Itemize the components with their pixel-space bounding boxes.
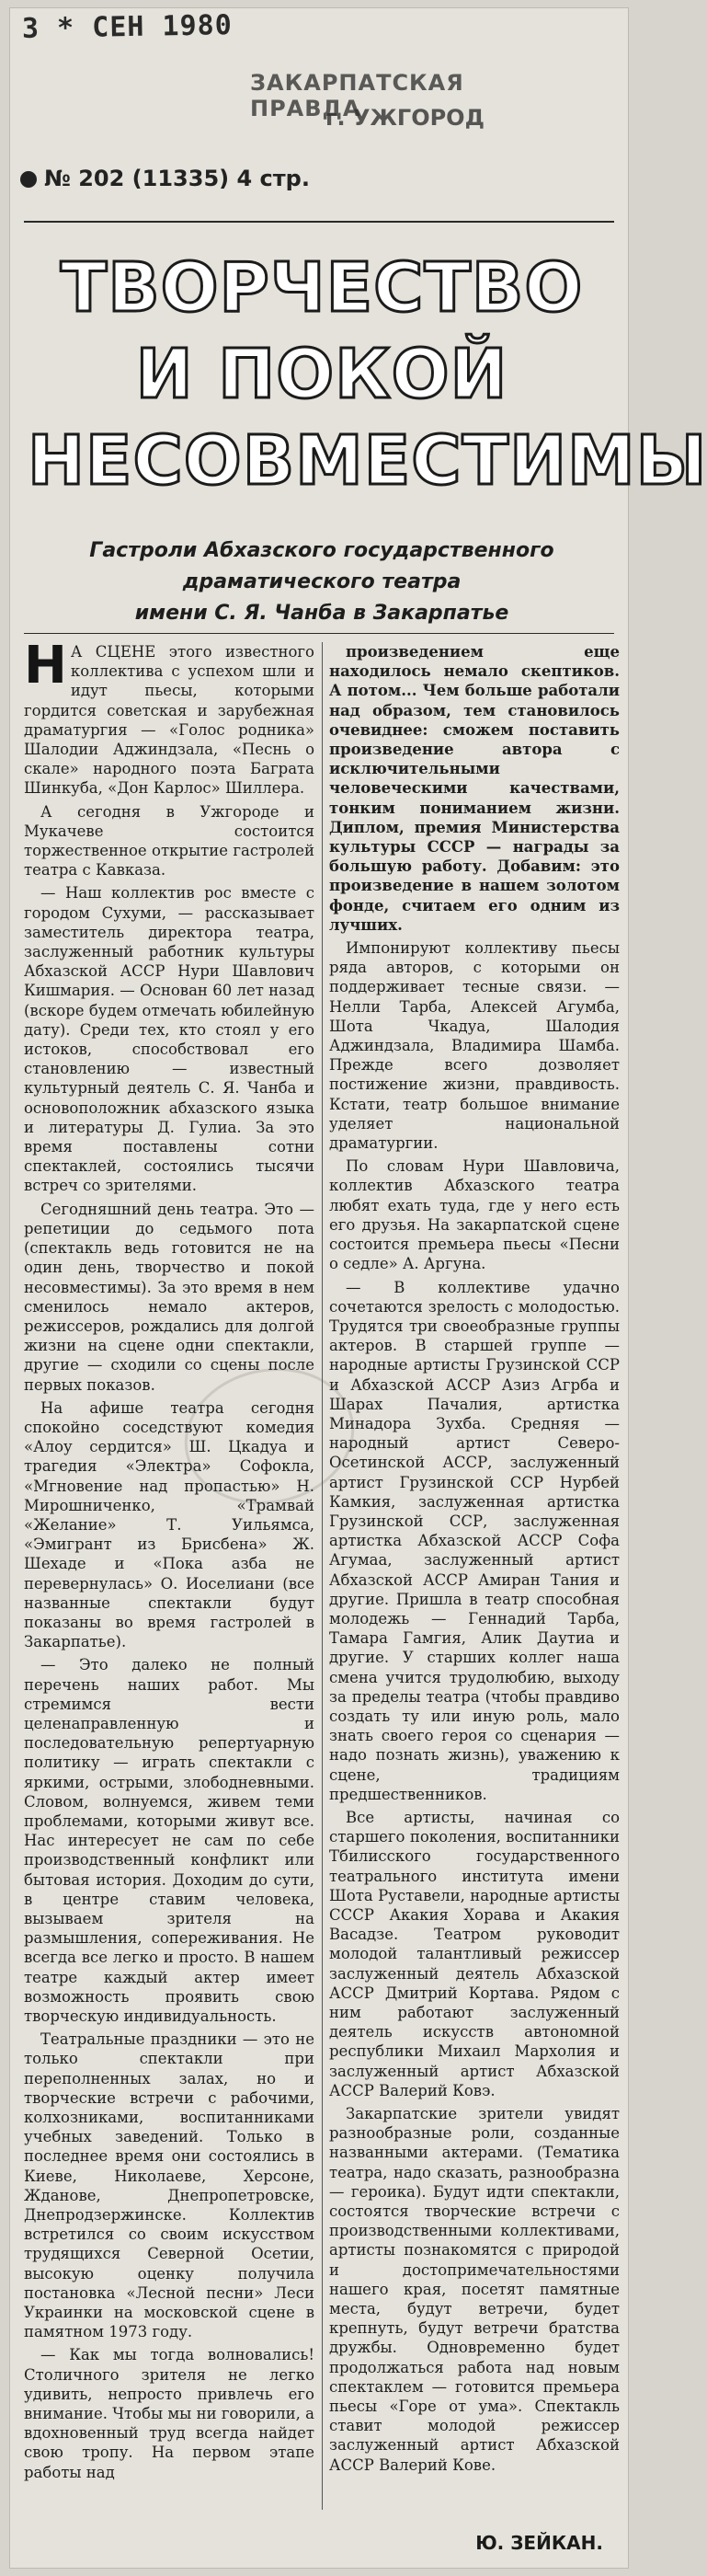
paragraph-text: Театральные праздники — это не только спектакли при переполненных залах, но и творческие встречи с рабочими, колхозниками, воспитанниками учебных заведений. Только в последнее время они состоялись в Киеве, Николаеве, Херсоне, Жданове, Днепропетровске, Днепродзержинске. Коллектив встретился со своим искусством трудящихся Северной Осетии, высокую оценку получила постановка «Лесной песни» Леси Украинки на московской сцене в памятном 1973 году. [24,2030,314,2341]
paragraph-text: — Наш коллектив рос вместе с городом Сухуми, — рассказывает заместитель директора театра, заслуженный работник культуры Абхазской АССР Нури Шавлович Кишмария. — Основан 60 лет назад (вскоре будем отмечать юбилейную дату). Среди тех, кто стоял у его истоков, способствовал его становлению — известный культурный деятель С. Я. Чанба и основоположник абхазского языка и литературы Д. Гулиа. За это время поставлены сотни спектаклей, состоялись тысячи встреч со зрителями. [24,884,314,1195]
paragraph-text: Закарпатские зрители увидят разнообразные роли, созданные названными актерами. (Тематика театра, надо сказать, разнообразна — героика). Будут идти спектакли, состоятся творческие встречи с производственными коллективами, артисты познакомятся с природой и достопримечательностями нашего края, посетят памятные места, будут ветречи, будет крепнуть, будут ветречи братства дружбы. Одновременно будет продолжаться работа над новым спектаклем — готовится премьера пьесы «Горе от ума». Спектакль ставит молодой режиссер заслуженный артист Абхазской АССР Валерий Кове. [329,2105,620,2474]
paragraph-text: Все артисты, начиная со старшего поколения, воспитанники Тбилисского государственного театрального института имени Шота Руставели, народные артисты СССР Акакия Хорава и Акакия Васадзе. Театром руководит молодой талантливый режиссер заслуженный деятель Абхазской АССР Дмитрий Кортава. Рядом с ним работают заслуженный деятель искусств автономной республики Михаил Мархолия и заслуженный артист Абхазской АССР Валерий Ковэ. [329,1808,620,2099]
article-headline [28,245,707,504]
paragraph-text: Импонируют коллективу пьесы ряда авторов, с которыми он поддерживает тесные связи. — Нелли Тарба, Алексей Агумба, Шота Чкадуа, Шалодия Аджиндзала, Владимира Шамба. Прежде всего дозволяет постижение жизни, правдивость. Кстати, театр большое внимание уделяет национальной драматургии. [329,939,620,1153]
article-column-right [329,642,620,2510]
article-paragraph [24,1655,314,2026]
subhead-line-1: Гастроли Абхазского государственного [89,539,554,562]
newspaper-name-stamp: ЗАКАРПАТСКАЯ ПРАВДА [250,70,464,121]
article-subheading [37,535,607,629]
issue-number [20,166,310,191]
article-paragraph [24,2030,314,2341]
headline-line-2: И ПОКОЙ [135,335,508,414]
paragraph-text: Сегодняшний день театра. Это — репетиции до седьмого пота (спектакль ведь готовится не на один день, творчество и покой несовместимы). За это время в нем сменилось немало актеров, режиссеров, рождались для долгой жизни на сцене одни спектакли, другие — сходили со сцены после первых показов. [24,1200,314,1394]
paragraph-text: А СЦЕНЕ этого известного коллектива с успехом шли и идут пьесы, которыми гордится советская и зарубежная драматургия — «Голос родника» Шалодии Аджиндзала, «Песнь о скале» народного поэта Баграта Шинкуба, «Дон Карлос» Шиллера. [24,643,314,798]
subhead-line-3: имени С. Я. Чанба в Закарпатье [134,602,509,625]
article-paragraph [329,1156,620,1273]
paragraph-text: На афише театра сегодня спокойно соседствуют комедия «Алоу сердится» Ш. Цкадуа и трагедия «Электра» Софокла, «Мгновение над пропастью» Н. Мирошниченко, «Трамвай «Желание» Т. Уильямса, «Эмигрант из Брисбена» Ж. Шехаде и «Пока азба не перевернулась» О. Иоселиани (все названные спектакли будут показаны во время гастролей в Закарпатье). [24,1398,314,1651]
paragraph-text: По словам Нури Шавловича, коллектив Абхазского театра любят ехать туда, где у него есть его друзья. На закарпатской сцене состоится премьера пьесы «Песни о седле» А. Аргуна. [329,1157,620,1273]
paragraph-text: — Это далеко не полный перечень наших работ. Мы стремимся вести целенаправленную и последовательную репертуарную политику — играть спектакли с яркими, острыми, злободневными. Словом, волнуемся, живем теми проблемами, которыми живут все. Нас интересует не сам по себе производственный конфликт или бытовая история. Доходим до сути, в центре ставим человека, вызываем зрителя на размышления, сопереживания. Не всегда все легко и просто. В нашем театре каждый актер имеет возможность проявить свою творческую индивидуальность. [24,1656,314,2026]
paragraph-text: А сегодня в Ужгороде и Мукачеве состоится торжественное открытие гастролей театра с Кавказа. [24,802,314,880]
column-divider [322,642,323,2510]
article-paragraph [24,883,314,1195]
article-paragraph [24,802,314,880]
newspaper-clipping [9,7,707,2569]
article-paragraph [329,1808,620,2100]
paragraph-text: — Как мы тогда волновались! Столичного зрителя не легко удивить, непросто привлечь его внимание. Чтобы мы ни говорили, а вдохновенный труд всегда найдет свою тропу. На первом этапе работы над [24,2346,314,2481]
article-paragraph [329,1278,620,1804]
drop-cap: Н [24,636,67,696]
article-paragraph [24,1200,314,1395]
article-paragraph [24,2345,314,2481]
article-paragraph [329,2104,620,2475]
article-author: Ю. ЗЕЙКАН. [475,2532,603,2554]
top-rule [24,221,614,223]
handwritten-date: 3 * СЕН 1980 [21,9,234,45]
city-stamp: г. УЖГОРОД [325,105,485,131]
article-paragraph [329,938,620,1153]
article-paragraph [329,642,620,935]
paragraph-text: — В коллективе удачно сочетаются зрелость с молодостью. Трудятся три своеобразные группы актеров. В старшей группе — народные артисты Грузинской ССР и Абхазской АССР Азиз Агрба и Шарах Пачалия, артистка Минадора Зухба. Средняя — народный артист Северо-Осетинской АССР, заслуженный артист Грузинской ССР Нурбей Камкия, заслуженная артистка Грузинской ССР, заслуженная артистка Абхазской АССР Софа Агумаа, заслуженный артист Абхазской АССР Амиран Тания и другие. Пришла в театр способная молодежь — Геннадий Тарба, Тамара Гамгия, Алик Даутиа и другие. У старших коллег наша смена учится трудолюбию, выходу за пределы театра (чтобы правдиво создать ту или иную роль, мало знать своего героя со сценария — надо познать жизнь), уважению к сцене, традициям предшественников. [329,1278,620,1803]
subhead-line-2: драматического театра [182,570,462,593]
article-paragraph [24,636,314,799]
headline-line-1: ТВОРЧЕСТВО [60,248,584,328]
issue-text: № 202 (11335) 4 стр. [44,166,310,191]
article-column-left [24,636,314,2510]
bullet-icon [20,171,37,188]
paragraph-text: произведением еще находилось немало скептиков. А потом... Чем больше работали над образом, тем становилось очевиднее: сможем поставить произведение автора с исключительными человеческими качествами, тонким пониманием жизни. Диплом, премия Министерства культуры СССР — награды за большую работу. Добавим: это произведение в нашем золотом фонде, считаем его одним из лучших. [329,643,620,934]
body-rule [24,633,614,634]
article-body [24,636,620,2510]
headline-line-3: НЕСОВМЕСТИМЫ [28,421,707,500]
